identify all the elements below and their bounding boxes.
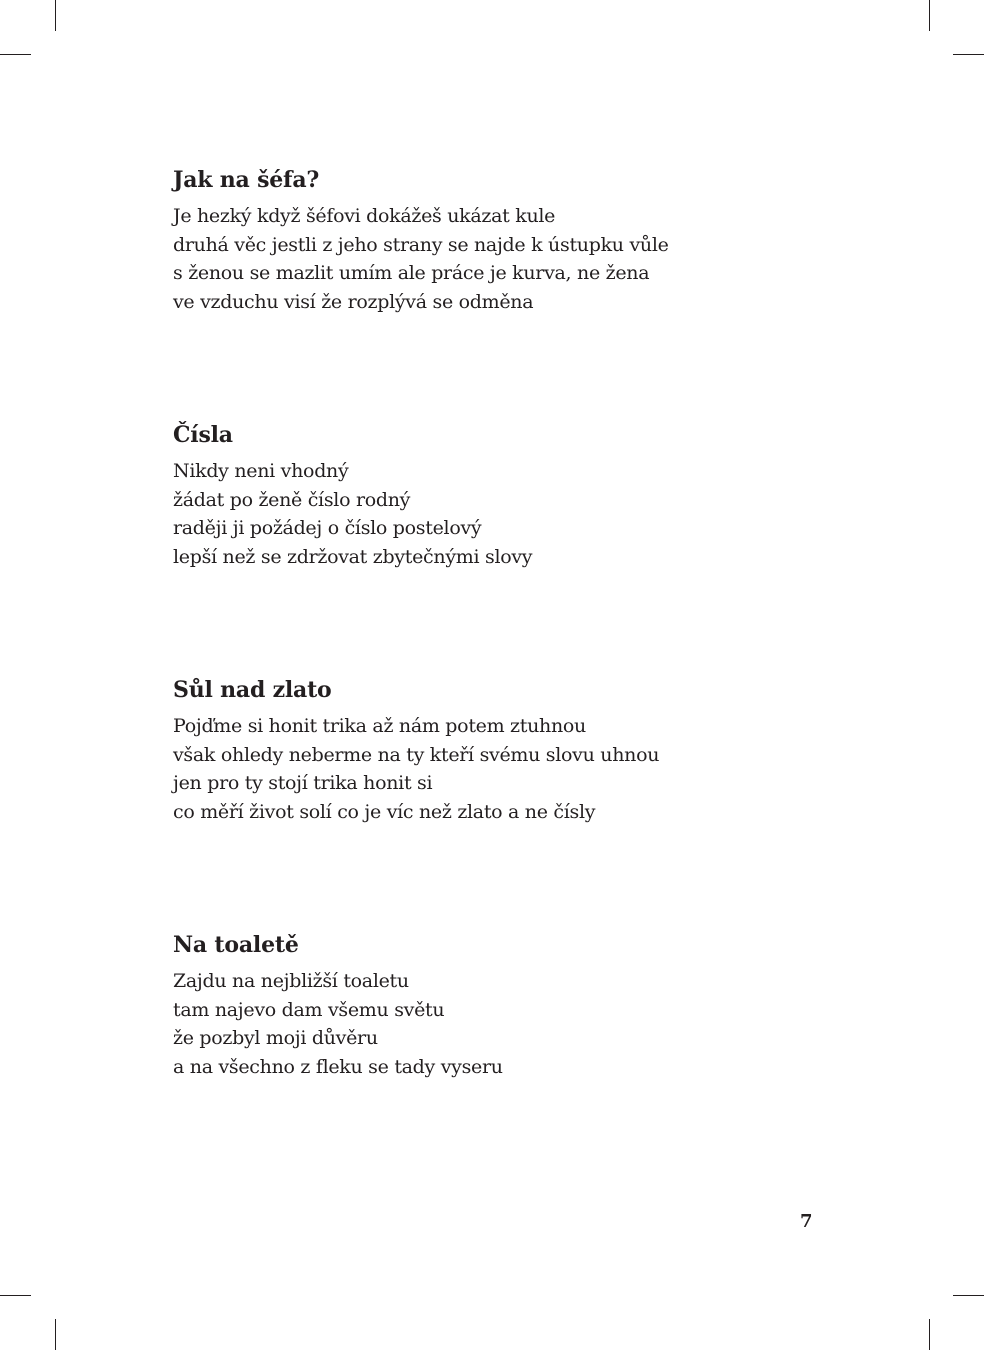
poem-line: jen pro ty stojí trika honit si xyxy=(173,772,433,794)
poem-cisla xyxy=(173,421,813,571)
poem-title: Čísla xyxy=(173,422,233,448)
poem-line: ve vzduchu visí že rozplývá se odměna xyxy=(173,290,534,313)
poem-line: však ohledy neberme na ty kteří svému slovu uhnou xyxy=(173,743,660,766)
crop-mark-bottom-left-vertical xyxy=(55,1319,56,1350)
poem-line: lepší než se zdržovat zbytečnými slovy xyxy=(173,545,533,568)
poem-line: druhá věc jestli z jeho strany se najde k ústupku vůle xyxy=(173,233,669,256)
poem-jak-na-sefa xyxy=(173,166,813,316)
poem-title: Jak na šéfa? xyxy=(173,167,320,193)
poem-line: že pozbyl moji důvěru xyxy=(173,1027,378,1049)
poem-stanza xyxy=(173,457,813,571)
poem-line: co měří život solí co je víc než zlato a ne čísly xyxy=(173,800,596,823)
crop-mark-top-left-vertical xyxy=(55,0,56,31)
crop-mark-top-right-vertical xyxy=(929,0,930,31)
crop-mark-bottom-right-horizontal xyxy=(953,1295,984,1296)
poem-na-toalete xyxy=(173,931,813,1081)
poem-line: Zajdu na nejbližší toaletu xyxy=(173,970,409,992)
poem-line: Je hezký když šéfovi dokážeš ukázat kule xyxy=(173,205,556,227)
poem-line: Pojďme si honit trika až nám potem ztuhnou xyxy=(173,715,586,737)
poem-line: a na všechno z fleku se tady vyseru xyxy=(173,1055,503,1078)
poem-line: raději ji požádej o číslo postelový xyxy=(173,517,482,539)
crop-mark-bottom-left-horizontal xyxy=(0,1295,31,1296)
poem-line: Nikdy neni vhodný xyxy=(173,460,349,482)
crop-mark-top-left-horizontal xyxy=(0,54,31,55)
poem-stanza xyxy=(173,202,813,316)
crop-mark-bottom-right-vertical xyxy=(929,1319,930,1350)
poem-line: tam najevo dam všemu světu xyxy=(173,998,445,1021)
crop-mark-top-right-horizontal xyxy=(953,54,984,55)
poem-title: Na toaletě xyxy=(173,932,299,958)
poem-stanza xyxy=(173,967,813,1081)
poem-line: žádat po ženě číslo rodný xyxy=(173,488,411,511)
poem-line: s ženou se mazlit umím ale práce je kurva, ne žena xyxy=(173,262,650,284)
page-number: 7 xyxy=(800,1211,813,1232)
poem-title: Sůl nad zlato xyxy=(173,677,332,703)
poem-sul-nad-zlato xyxy=(173,676,813,826)
poem-stanza xyxy=(173,712,813,826)
